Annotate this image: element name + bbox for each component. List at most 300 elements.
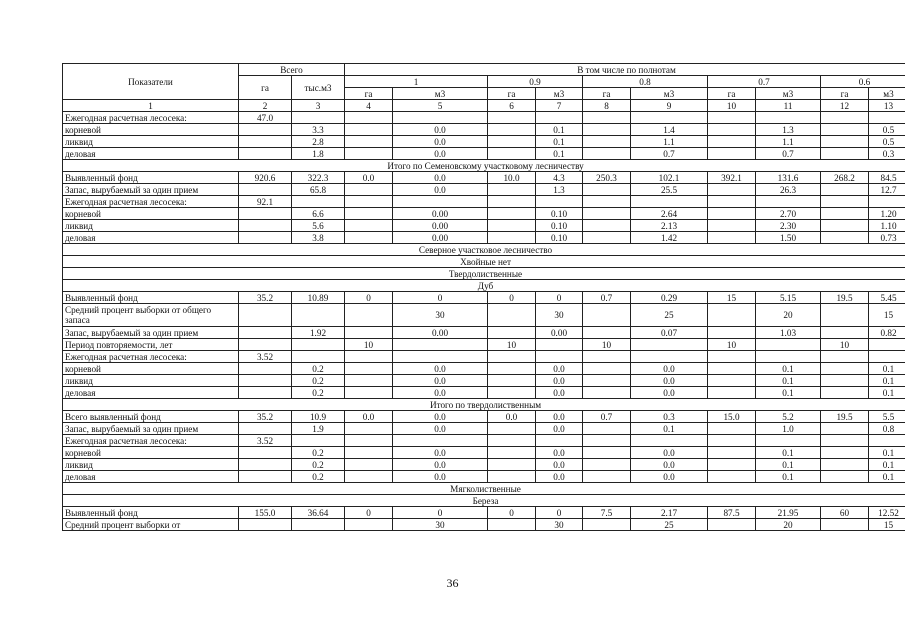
table-cell xyxy=(583,435,631,447)
table-row xyxy=(63,112,905,124)
table-cell: 2.30 xyxy=(756,220,821,232)
table-cell: 21.95 xyxy=(756,507,821,519)
table-row xyxy=(63,292,905,304)
table-cell xyxy=(292,351,345,363)
section-heading-row xyxy=(63,399,905,411)
table-cell: 0.1 xyxy=(756,471,821,483)
column-number: 7 xyxy=(536,100,583,112)
table-cell xyxy=(756,112,821,124)
table-cell xyxy=(869,112,905,124)
table-cell xyxy=(488,136,536,148)
table-cell xyxy=(536,339,583,351)
table-cell: 0.1 xyxy=(536,124,583,136)
table-cell xyxy=(821,387,869,399)
table-cell xyxy=(292,196,345,208)
table-cell: 0.1 xyxy=(869,387,905,399)
table-cell xyxy=(345,196,393,208)
table-cell: 0.73 xyxy=(869,232,905,244)
row-label: корневой xyxy=(63,208,239,220)
table-cell: 0.29 xyxy=(631,292,708,304)
table-cell xyxy=(345,519,393,531)
table-cell: 0.0 xyxy=(393,411,488,423)
row-label: Запас, вырубаемый за один прием xyxy=(63,327,239,339)
table-cell: 0.0 xyxy=(631,375,708,387)
table-cell: 1.1 xyxy=(631,136,708,148)
table-cell xyxy=(631,435,708,447)
table-cell xyxy=(488,124,536,136)
table-cell: 0.1 xyxy=(756,447,821,459)
table-cell xyxy=(488,351,536,363)
table-cell xyxy=(292,112,345,124)
header-density-0-7: 0.7 xyxy=(708,76,821,88)
row-label: деловая xyxy=(63,232,239,244)
header-total: Всего xyxy=(239,64,345,76)
table-cell xyxy=(239,327,292,339)
table-cell: 0.1 xyxy=(756,375,821,387)
table-cell xyxy=(239,471,292,483)
table-cell: 0.00 xyxy=(393,220,488,232)
table-cell xyxy=(756,435,821,447)
table-cell: 0.0 xyxy=(536,363,583,375)
table-cell xyxy=(821,196,869,208)
table-row xyxy=(63,196,905,208)
table-cell xyxy=(583,423,631,435)
table-cell xyxy=(393,196,488,208)
table-cell xyxy=(536,196,583,208)
table-row xyxy=(63,208,905,220)
table-cell: 1.3 xyxy=(756,124,821,136)
table-cell xyxy=(536,351,583,363)
table-cell: 0.0 xyxy=(631,459,708,471)
table-cell: 2.8 xyxy=(292,136,345,148)
section-heading: Хвойные нет xyxy=(63,256,905,268)
table-cell xyxy=(821,363,869,375)
header-unit-m3: м3 xyxy=(869,88,905,100)
table-cell: 0.1 xyxy=(631,423,708,435)
table-row xyxy=(63,387,905,399)
table-cell xyxy=(708,124,756,136)
table-cell: 0.3 xyxy=(869,148,905,160)
section-heading-row xyxy=(63,495,905,507)
table-cell xyxy=(239,363,292,375)
table-cell: 0 xyxy=(536,507,583,519)
table-cell: 5.2 xyxy=(756,411,821,423)
table-cell xyxy=(488,220,536,232)
table-cell xyxy=(583,136,631,148)
table-cell: 1.10 xyxy=(869,220,905,232)
table-cell xyxy=(583,375,631,387)
table-cell: 1.42 xyxy=(631,232,708,244)
table-cell xyxy=(583,387,631,399)
table-cell xyxy=(869,196,905,208)
header-by-density: В том числе по полнотам xyxy=(345,64,905,76)
table-cell: 0.2 xyxy=(292,471,345,483)
table-cell xyxy=(488,471,536,483)
table-cell: 0.5 xyxy=(869,136,905,148)
table-cell xyxy=(869,435,905,447)
table-cell xyxy=(393,112,488,124)
table-cell: 10.0 xyxy=(488,172,536,184)
table-cell: 15 xyxy=(708,292,756,304)
table-row xyxy=(63,184,905,196)
section-heading-row xyxy=(63,280,905,292)
table-cell xyxy=(821,148,869,160)
table-cell: 0.0 xyxy=(393,471,488,483)
table-cell: 2.17 xyxy=(631,507,708,519)
table-cell xyxy=(488,208,536,220)
section-heading: Береза xyxy=(63,495,905,507)
table-cell: 0.0 xyxy=(536,423,583,435)
row-label: Всего выявленный фонд xyxy=(63,411,239,423)
table-cell xyxy=(292,304,345,327)
row-label: Выявленный фонд xyxy=(63,507,239,519)
table-row xyxy=(63,148,905,160)
table-row xyxy=(63,124,905,136)
row-label: Выявленный фонд xyxy=(63,172,239,184)
table-cell: 1.03 xyxy=(756,327,821,339)
table-cell: 36.64 xyxy=(292,507,345,519)
table-cell: 0 xyxy=(393,292,488,304)
table-row xyxy=(63,351,905,363)
table-row xyxy=(63,375,905,387)
table-cell xyxy=(345,208,393,220)
forest-fund-table xyxy=(62,63,905,531)
table-cell xyxy=(345,423,393,435)
table-cell xyxy=(583,232,631,244)
column-number: 4 xyxy=(345,100,393,112)
table-cell: 0.0 xyxy=(393,172,488,184)
table-cell xyxy=(239,220,292,232)
table-cell: 0.1 xyxy=(869,459,905,471)
table-cell xyxy=(631,196,708,208)
column-number-row xyxy=(63,100,905,112)
table-cell: 4.3 xyxy=(536,172,583,184)
table-cell: 30 xyxy=(536,519,583,531)
table-cell xyxy=(756,351,821,363)
table-cell: 20 xyxy=(756,304,821,327)
header-unit-ha: га xyxy=(708,88,756,100)
section-heading: Мягколиственные xyxy=(63,483,905,495)
table-cell xyxy=(292,339,345,351)
table-cell: 35.2 xyxy=(239,292,292,304)
table-cell xyxy=(393,339,488,351)
table-cell: 10 xyxy=(708,339,756,351)
row-label: ликвид xyxy=(63,136,239,148)
table-cell: 0.00 xyxy=(393,208,488,220)
row-label: ликвид xyxy=(63,375,239,387)
table-cell: 0.2 xyxy=(292,447,345,459)
table-cell xyxy=(708,459,756,471)
section-heading: Итого по Семеновскому участковому лесничеству xyxy=(63,160,905,172)
table-cell xyxy=(239,459,292,471)
table-cell: 19.5 xyxy=(821,292,869,304)
header-density-0-9: 0.9 xyxy=(488,76,583,88)
header-unit-ha: га xyxy=(488,88,536,100)
table-cell: 0 xyxy=(393,507,488,519)
table-cell: 0.0 xyxy=(393,387,488,399)
table-cell xyxy=(583,459,631,471)
table-cell xyxy=(708,220,756,232)
table-cell: 0.1 xyxy=(869,447,905,459)
table-cell xyxy=(708,423,756,435)
table-cell xyxy=(708,387,756,399)
table-cell: 0.0 xyxy=(393,136,488,148)
table-cell xyxy=(345,304,393,327)
table-cell: 155.0 xyxy=(239,507,292,519)
table-cell xyxy=(821,459,869,471)
table-cell xyxy=(239,184,292,196)
table-cell: 250.3 xyxy=(583,172,631,184)
table-cell xyxy=(821,423,869,435)
table-cell: 0.07 xyxy=(631,327,708,339)
table-cell: 1.8 xyxy=(292,148,345,160)
table-cell xyxy=(708,471,756,483)
header-unit-ha: га xyxy=(345,88,393,100)
table-cell xyxy=(345,447,393,459)
table-cell xyxy=(583,447,631,459)
table-cell xyxy=(292,435,345,447)
table-cell: 15 xyxy=(869,519,905,531)
row-label: Выявленный фонд xyxy=(63,292,239,304)
page-number: 36 xyxy=(446,576,459,590)
table-cell xyxy=(821,136,869,148)
table-cell xyxy=(488,304,536,327)
header-density-0-8: 0.8 xyxy=(583,76,708,88)
table-cell: 20 xyxy=(756,519,821,531)
table-cell xyxy=(488,447,536,459)
table-cell: 0.0 xyxy=(536,411,583,423)
table-cell: 1.3 xyxy=(536,184,583,196)
row-label: деловая xyxy=(63,387,239,399)
table-cell xyxy=(488,423,536,435)
table-cell xyxy=(708,327,756,339)
table-cell: 0.0 xyxy=(631,447,708,459)
table-cell: 0 xyxy=(488,507,536,519)
table-cell: 1.20 xyxy=(869,208,905,220)
header-density-0-6: 0.6 xyxy=(821,76,905,88)
table-cell xyxy=(583,184,631,196)
table-cell: 10 xyxy=(488,339,536,351)
table-cell: 0.0 xyxy=(393,124,488,136)
table-cell: 0.5 xyxy=(869,124,905,136)
table-cell: 0.0 xyxy=(536,447,583,459)
table-cell: 0.0 xyxy=(393,375,488,387)
table-cell: 19.5 xyxy=(821,411,869,423)
column-number: 13 xyxy=(869,100,905,112)
table-cell xyxy=(488,363,536,375)
table-cell: 0.82 xyxy=(869,327,905,339)
table-cell: 15 xyxy=(869,304,905,327)
table-cell xyxy=(869,351,905,363)
table-row xyxy=(63,471,905,483)
table-row xyxy=(63,304,905,327)
table-cell: 3.52 xyxy=(239,351,292,363)
table-cell: 0.0 xyxy=(488,411,536,423)
table-cell xyxy=(488,112,536,124)
table-cell: 0.8 xyxy=(869,423,905,435)
section-heading: Северное участковое лесничество xyxy=(63,244,905,256)
table-cell: 1.50 xyxy=(756,232,821,244)
table-cell: 920.6 xyxy=(239,172,292,184)
table-cell: 0.0 xyxy=(393,423,488,435)
table-cell xyxy=(536,435,583,447)
table-cell xyxy=(239,387,292,399)
table-cell: 0.00 xyxy=(393,327,488,339)
column-number: 11 xyxy=(756,100,821,112)
table-cell xyxy=(345,351,393,363)
table-cell xyxy=(345,375,393,387)
table-cell xyxy=(708,375,756,387)
table-cell xyxy=(821,327,869,339)
table-row xyxy=(63,172,905,184)
table-cell xyxy=(583,124,631,136)
table-cell: 0.10 xyxy=(536,208,583,220)
table-cell xyxy=(345,387,393,399)
section-heading-row xyxy=(63,244,905,256)
header-indicators: Показатели xyxy=(63,64,239,100)
table-cell xyxy=(239,148,292,160)
table-cell: 15.0 xyxy=(708,411,756,423)
header-unit-ha: га xyxy=(583,88,631,100)
table-cell: 0.0 xyxy=(536,375,583,387)
table-cell: 7.5 xyxy=(583,507,631,519)
table-cell xyxy=(488,196,536,208)
table-cell xyxy=(821,112,869,124)
header-unit-m3: м3 xyxy=(393,88,488,100)
table-row xyxy=(63,411,905,423)
table-cell xyxy=(583,351,631,363)
table-cell: 1.92 xyxy=(292,327,345,339)
section-heading: Дуб xyxy=(63,280,905,292)
table-cell: 0.2 xyxy=(292,363,345,375)
table-cell: 65.8 xyxy=(292,184,345,196)
table-cell xyxy=(708,363,756,375)
table-cell: 2.64 xyxy=(631,208,708,220)
table-cell xyxy=(821,124,869,136)
table-cell xyxy=(708,304,756,327)
table-cell: 5.5 xyxy=(869,411,905,423)
table-cell: 25 xyxy=(631,519,708,531)
table-cell: 0.1 xyxy=(869,363,905,375)
table-cell: 0.1 xyxy=(536,148,583,160)
section-heading: Итого по твердолиственным xyxy=(63,399,905,411)
table-row xyxy=(63,459,905,471)
table-cell: 0.10 xyxy=(536,220,583,232)
table-row xyxy=(63,363,905,375)
table-cell xyxy=(708,208,756,220)
table-cell xyxy=(345,220,393,232)
header-row-1 xyxy=(63,64,905,76)
section-heading-row xyxy=(63,160,905,172)
table-cell: 25 xyxy=(631,304,708,327)
table-row xyxy=(63,435,905,447)
section-heading-row xyxy=(63,483,905,495)
table-cell: 0.00 xyxy=(536,327,583,339)
row-label: Ежегодная расчетная лесосека: xyxy=(63,435,239,447)
header-density-1: 1 xyxy=(345,76,488,88)
row-label: Средний процент выборки от общего запаса xyxy=(63,304,239,327)
table-cell: 131.6 xyxy=(756,172,821,184)
table-cell: 102.1 xyxy=(631,172,708,184)
table-cell: 0.2 xyxy=(292,387,345,399)
header-unit-ha: га xyxy=(821,88,869,100)
table-cell xyxy=(631,339,708,351)
table-cell xyxy=(821,184,869,196)
column-number: 10 xyxy=(708,100,756,112)
table-cell xyxy=(869,339,905,351)
table-cell xyxy=(821,232,869,244)
row-label: корневой xyxy=(63,124,239,136)
table-cell: 12.7 xyxy=(869,184,905,196)
table-cell xyxy=(708,112,756,124)
table-cell xyxy=(821,351,869,363)
table-cell: 30 xyxy=(536,304,583,327)
table-cell xyxy=(239,375,292,387)
table-cell xyxy=(488,459,536,471)
table-cell xyxy=(239,124,292,136)
table-cell xyxy=(488,375,536,387)
table-cell: 2.70 xyxy=(756,208,821,220)
forest-table-page xyxy=(62,63,899,531)
row-label: Ежегодная расчетная лесосека: xyxy=(63,351,239,363)
row-label: ликвид xyxy=(63,220,239,232)
table-cell xyxy=(393,351,488,363)
table-cell: 26.3 xyxy=(756,184,821,196)
table-cell: 0.0 xyxy=(345,172,393,184)
table-cell: 0.7 xyxy=(756,148,821,160)
table-cell xyxy=(345,112,393,124)
table-cell xyxy=(239,519,292,531)
table-cell xyxy=(708,435,756,447)
column-number: 6 xyxy=(488,100,536,112)
table-cell: 0.3 xyxy=(631,411,708,423)
table-cell xyxy=(708,196,756,208)
column-number: 2 xyxy=(239,100,292,112)
table-cell xyxy=(583,327,631,339)
column-number: 8 xyxy=(583,100,631,112)
table-cell: 3.3 xyxy=(292,124,345,136)
header-unit-m3: м3 xyxy=(536,88,583,100)
table-cell: 0.0 xyxy=(536,471,583,483)
table-cell xyxy=(708,148,756,160)
table-cell: 0.0 xyxy=(631,387,708,399)
table-cell xyxy=(345,471,393,483)
table-cell xyxy=(583,519,631,531)
table-cell: 0.7 xyxy=(583,411,631,423)
table-cell xyxy=(239,304,292,327)
table-cell: 92.1 xyxy=(239,196,292,208)
table-cell: 322.3 xyxy=(292,172,345,184)
table-cell xyxy=(583,112,631,124)
section-heading-row xyxy=(63,256,905,268)
table-cell: 392.1 xyxy=(708,172,756,184)
table-cell: 268.2 xyxy=(821,172,869,184)
row-label: Ежегодная расчетная лесосека: xyxy=(63,196,239,208)
table-cell xyxy=(631,112,708,124)
table-cell: 1.1 xyxy=(756,136,821,148)
table-cell xyxy=(239,339,292,351)
table-cell: 0.1 xyxy=(756,387,821,399)
table-cell: 1.0 xyxy=(756,423,821,435)
table-cell xyxy=(821,220,869,232)
table-cell: 5.45 xyxy=(869,292,905,304)
table-cell: 0.0 xyxy=(536,387,583,399)
column-number: 3 xyxy=(292,100,345,112)
table-cell: 0.0 xyxy=(631,363,708,375)
table-cell xyxy=(345,184,393,196)
table-cell: 1.9 xyxy=(292,423,345,435)
table-cell: 0.0 xyxy=(393,184,488,196)
